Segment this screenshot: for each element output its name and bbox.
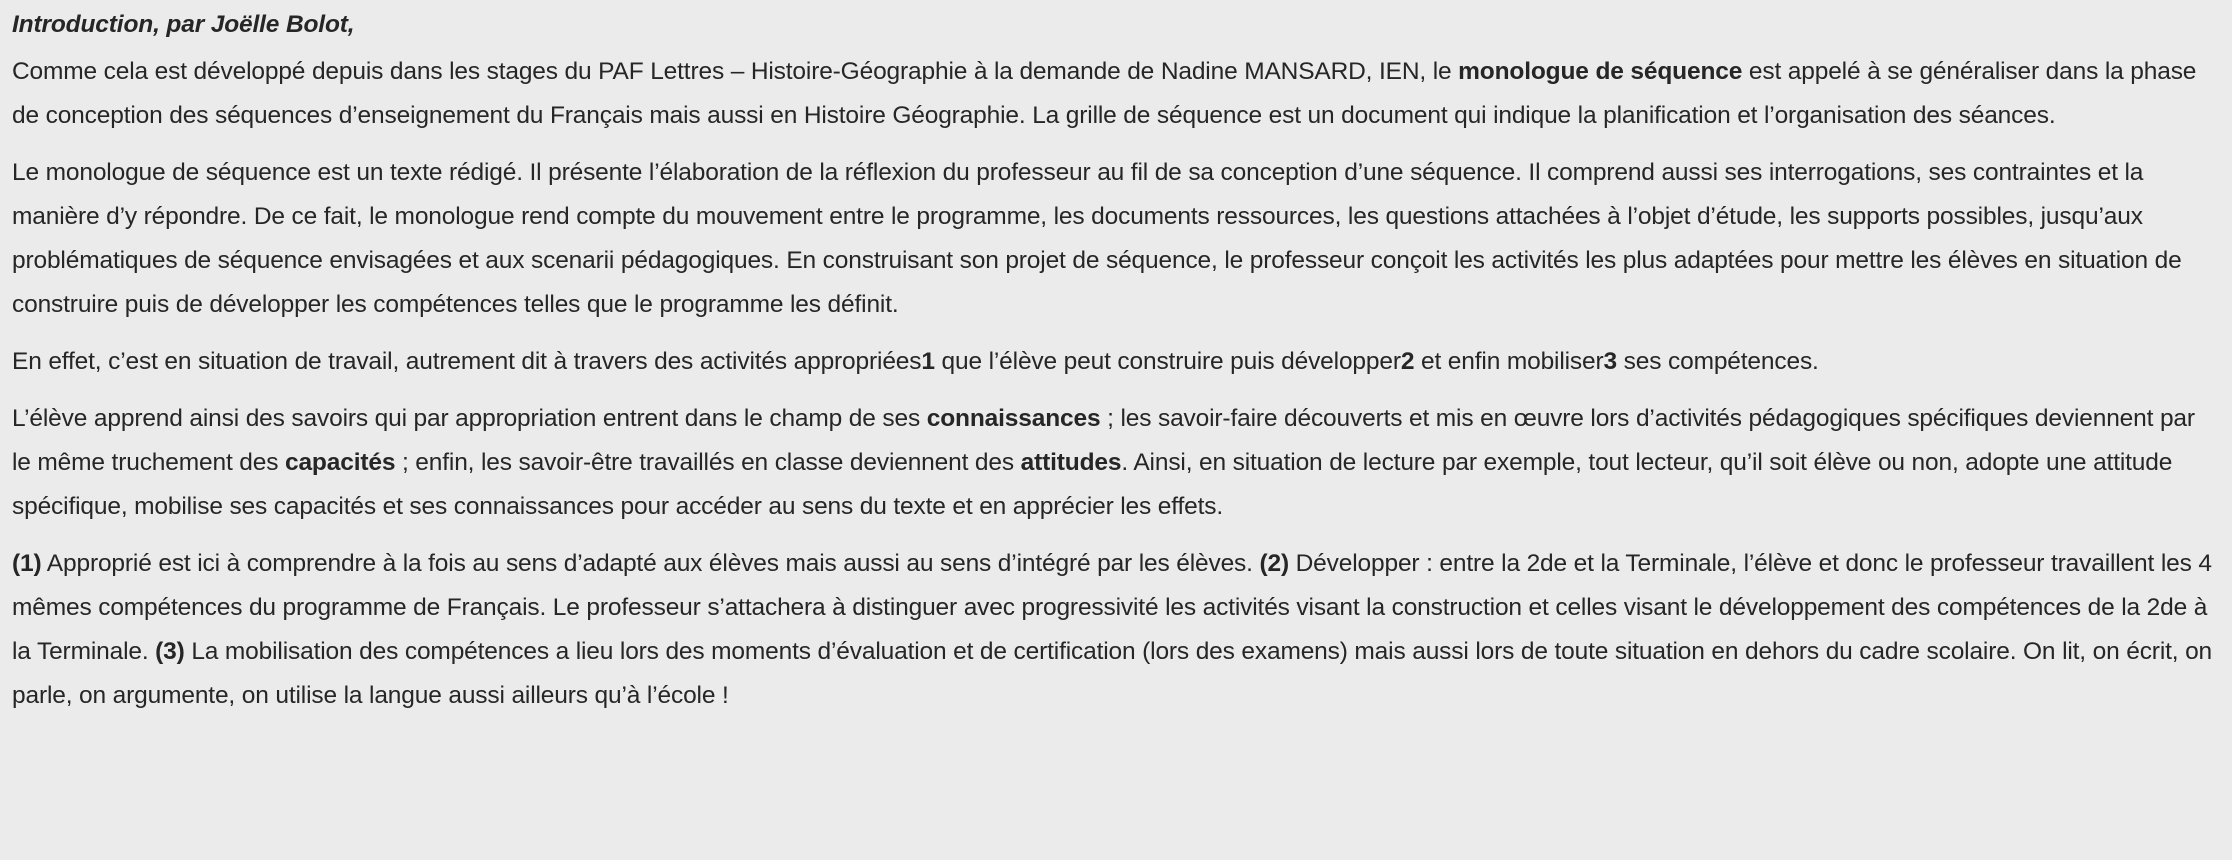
paragraph-2: Le monologue de séquence est un texte rédigé. Il présente l’élaboration de la réflexion du professeur au fil de sa conception d’une séquence. Il comprend aussi ses interrogations, ses contraintes et la manière d’y répondre. De ce fait, le monologue rend compte du mouvement entre le programme, les documents ressources, les questions attachées à l’objet d’étude, les supports possibles, jusqu’aux problématiques de séquence envisagées et aux scenarii pédagogiques. En construisant son projet de séquence, le professeur conçoit les activités les plus adaptées pour mettre les élèves en situation de construire puis de développer les compétences telles que le programme les définit. <box>12 159 2182 318</box>
term-monologue-de-sequence: monologue de séquence <box>1458 58 1743 85</box>
footnote-ref-3: 3 <box>1603 348 1617 375</box>
paragraph-1-text-a: Comme cela est développé depuis dans les stages du PAF Lettres – Histoire-Géographie à la demande de Nadine MANSARD, IEN, le <box>12 58 1459 85</box>
paragraph-3-text-d: ses compétences. <box>1617 348 1819 375</box>
paragraph-1 <box>12 50 2220 138</box>
footnote-marker-1: (1) <box>12 550 42 577</box>
footnotes-paragraph <box>12 542 2220 718</box>
paragraph-3-text-b: que l’élève peut construire puis développer <box>934 348 1401 375</box>
paragraph-4-text-e: ; enfin, les savoir-être travaillés en classe deviennent des <box>395 449 1021 476</box>
term-connaissances: connaissances <box>926 405 1101 432</box>
footnote-ref-1: 1 <box>921 348 935 375</box>
paragraph-4-text-g: . Ainsi, en situation de lecture par exemple, tout lecteur, qu’il soit élève ou non, adopte une attitude spécifique, mobilise ses capacités et ses connaissances pour accéder au sens du texte et en apprécier les effets. <box>12 449 2173 520</box>
paragraph-3 <box>12 340 2220 384</box>
footnote-3-text: La mobilisation des compétences a lieu lors des moments d’évaluation et de certification (lors des examens) mais aussi lors de toute situation en dehors du cadre scolaire. On lit, on écrit, on parle, on argumente, on utilise la langue aussi ailleurs qu’à l’école ! <box>12 638 2213 709</box>
term-capacites: capacités <box>284 449 396 476</box>
footnote-ref-2: 2 <box>1400 348 1415 375</box>
paragraph-1-text-c: est appelé à se généraliser dans la phase de conception des séquences d’enseignement du Français mais aussi en Histoire Géographie. La grille de séquence est un document qui indique la planification et l’organisation des séances. <box>12 58 2197 129</box>
paragraph-4 <box>12 397 2220 529</box>
paragraph-4-text-c: ; les savoir-faire découverts et mis en œuvre lors d’activités pédagogiques spécifiques deviennent par le même truchement des <box>12 405 2195 476</box>
paragraph-3-text-c: et enfin mobiliser <box>1414 348 1604 375</box>
term-attitudes: attitudes <box>1020 449 1122 476</box>
footnote-1-text: Approprié est ici à comprendre à la fois au sens d’adapté aux élèves mais aussi au sens d’intégré par les élèves. <box>41 550 1260 577</box>
paragraph-3-text-a: En effet, c’est en situation de travail, autrement dit à travers des activités appropriées <box>12 348 922 375</box>
footnote-marker-2: (2) <box>1259 550 1289 577</box>
article-title: Introduction, par Joëlle Bolot, <box>12 11 355 38</box>
footnote-2-text: Développer : entre la 2de et la Terminale, l’élève et donc le professeur travaillent les 4 mêmes compétences du programme de Français. Le professeur s’attachera à distinguer avec progressivité les activités visant la construction et celles visant le développement des compétences de la 2de à la Terminale. <box>12 550 2212 665</box>
paragraph-4-text-a: L’élève apprend ainsi des savoirs qui par appropriation entrent dans le champ de ses <box>12 405 927 432</box>
footnote-marker-3: (3) <box>155 638 185 665</box>
